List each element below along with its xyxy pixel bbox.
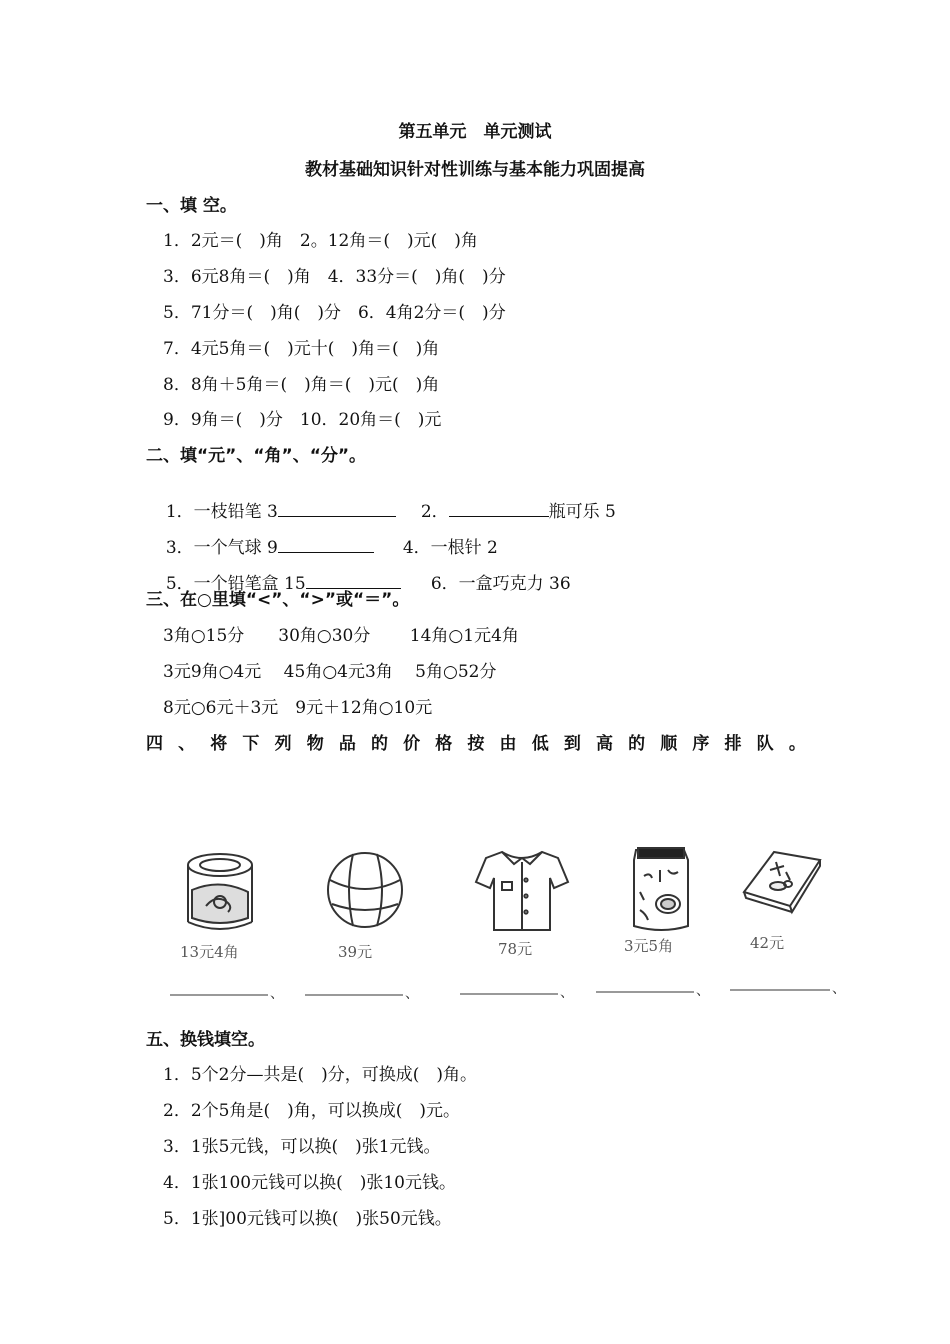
- heading-char: 高: [595, 734, 613, 754]
- separator: 、: [270, 986, 284, 1002]
- shirt-icon: [476, 852, 568, 930]
- s1-line: 3．6元8角＝( )角 4．33分＝( )角( )分: [163, 267, 506, 287]
- s2-item-text: 6．一盒巧克力 36: [430, 574, 571, 594]
- heading-char: 顺: [660, 734, 678, 754]
- heading-char: 按: [467, 734, 485, 754]
- s3-line: 8元○6元＋3元 9元＋12角○10元: [163, 698, 433, 718]
- s5-line: 1．5个2分—共是( )分，可换成( )角。: [163, 1065, 477, 1085]
- s2-item-text: 4．一根针 2: [402, 538, 498, 558]
- page-title: 第五单元 单元测试: [398, 122, 552, 142]
- heading-char: 、: [178, 734, 196, 754]
- heading-char: 序: [692, 734, 710, 754]
- heading-char: 到: [563, 734, 581, 754]
- s3-line: 3角○15分 30角○30分 14角○1元4角: [163, 626, 519, 646]
- page-subtitle: 教材基础知识针对性训练与基本能力巩固提高: [305, 160, 645, 180]
- can-icon: [188, 854, 252, 929]
- s2-item-text: 3．一个气球 9: [165, 538, 278, 558]
- price-label: 78元: [498, 940, 533, 958]
- section-1-heading: 一、填 空。: [146, 196, 237, 216]
- heading-char: 品: [338, 734, 356, 754]
- medicine-box-icon: [744, 852, 820, 912]
- separator: 、: [696, 983, 710, 999]
- separator: 、: [832, 981, 846, 997]
- s1-line: 8．8角＋5角＝( )角＝( )元( )角: [163, 375, 440, 395]
- jar-icon: [634, 848, 688, 930]
- s2-row: [420, 549, 571, 594]
- s3-line: 3元9角○4元 45角○4元3角 5角○52分: [163, 662, 497, 682]
- s1-line: 5．71分＝( )角( )分 6．4角2分＝( )分: [163, 303, 506, 323]
- s1-line: 9．9角＝( )分 10．20角＝( )元: [163, 410, 442, 430]
- heading-char: 低: [531, 734, 549, 754]
- heading-char: 将: [210, 734, 228, 754]
- heading-char: 列: [274, 734, 292, 754]
- heading-char: 四: [146, 734, 163, 754]
- price-label: 3元5角: [624, 937, 674, 955]
- heading-char: 的: [628, 734, 646, 754]
- heading-char: 下: [242, 734, 260, 754]
- price-label: 42元: [750, 934, 785, 952]
- s2-item-text: 5．一个铅笔盒 15: [165, 574, 306, 594]
- price-items-figure: [140, 830, 860, 1010]
- s5-line: 2．2个5角是( )角，可以换成( )元。: [163, 1101, 460, 1121]
- price-label: 39元: [338, 943, 373, 961]
- s5-line: 3．1张5元钱，可以换( )张1元钱。: [163, 1137, 441, 1157]
- section-2-heading: 二、填“元”、“角”、“分”。: [146, 446, 367, 466]
- section-3-heading: 三、在○里填“<”、“>”或“＝”。: [146, 590, 410, 610]
- s5-line: 5．1张]00元钱可以换( )张50元钱。: [163, 1209, 452, 1229]
- heading-char: 的: [370, 734, 388, 754]
- separator: 、: [405, 986, 419, 1002]
- section-4-heading: [146, 729, 806, 754]
- heading-char: 由: [499, 734, 517, 754]
- section-5-heading: 五、换钱填空。: [146, 1030, 265, 1050]
- s2-item-text: 2．: [420, 502, 449, 522]
- basketball-icon: [328, 853, 402, 927]
- s1-line: 1．2元＝( )角 2。12角＝( )元( )角: [163, 231, 478, 251]
- price-items-illustration: [140, 830, 860, 1010]
- heading-char: 格: [435, 734, 453, 754]
- heading-char: 排: [724, 734, 742, 754]
- heading-char: 队: [756, 734, 774, 754]
- heading-char: 价: [403, 734, 421, 754]
- price-label: 13元4角: [180, 943, 239, 961]
- s1-line: 7．4元5角＝( )元十( )角＝( )角: [163, 339, 440, 359]
- s5-line: 4．1张100元钱可以换( )张10元钱。: [163, 1173, 456, 1193]
- s2-item-text: 瓶可乐 5: [548, 502, 616, 522]
- heading-char: 。: [788, 734, 806, 754]
- separator: 、: [560, 985, 574, 1001]
- s2-item-text: 1．一枝铅笔 3: [165, 502, 278, 522]
- heading-char: 物: [306, 734, 324, 754]
